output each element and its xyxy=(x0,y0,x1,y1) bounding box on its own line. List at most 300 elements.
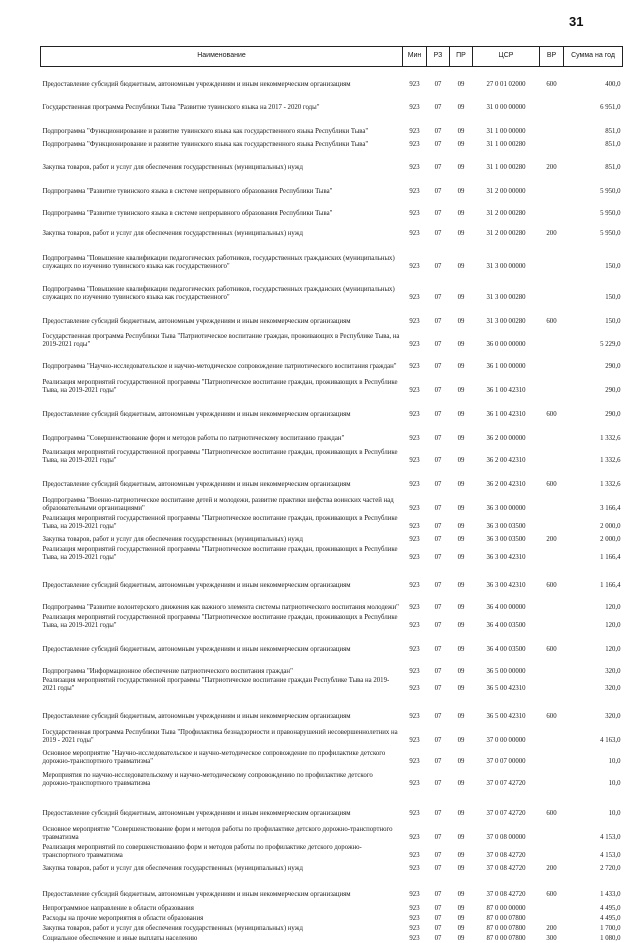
row-vr xyxy=(540,613,564,630)
row-min: 923 xyxy=(409,712,420,720)
row-sum: 6 951,0 xyxy=(600,104,621,112)
row-csr: 37 0 08 42720 xyxy=(486,851,526,859)
row-vr xyxy=(540,676,564,693)
table-row xyxy=(41,150,623,173)
row-min: 923 xyxy=(409,833,420,841)
row-name: Реализация мероприятий государственной программы "Патриотическое воспитание граждан, проживающих в Республике Тыва, на 2019-2021 годы" xyxy=(42,546,398,562)
row-sum: 851,0 xyxy=(605,128,621,136)
row-name: Непрограммное направление в области образования xyxy=(42,904,194,912)
row-rz: 07 xyxy=(434,263,442,271)
row-min: 923 xyxy=(409,536,420,544)
row-csr: 31 3 00 00000 xyxy=(486,263,526,271)
row-pr: 09 xyxy=(457,736,465,744)
row-name: Подпрограмма "Развитие тувинского языка в системе непрерывного образования Республики Тыва" xyxy=(42,210,333,218)
table-row xyxy=(41,219,623,239)
row-pr: 09 xyxy=(457,864,465,872)
row-csr: 37 0 07 42720 xyxy=(486,779,526,787)
row-sum: 150,0 xyxy=(605,263,621,271)
row-min: 923 xyxy=(409,505,420,513)
row-vr xyxy=(540,842,564,860)
row-sum: 4 495,0 xyxy=(600,904,621,912)
row-vr xyxy=(540,239,564,272)
row-pr: 09 xyxy=(457,481,465,489)
row-sum: 1 080,0 xyxy=(600,934,621,942)
row-name: Мероприятия по научно-исследовательскому и научно-методическому сопровождению по профилактике детского дорожно-транспортного травматизма xyxy=(42,771,373,787)
row-vr: 200 xyxy=(546,864,557,872)
table-row xyxy=(41,396,623,420)
row-min: 923 xyxy=(409,904,420,912)
row-rz: 07 xyxy=(434,712,442,720)
table-row xyxy=(41,913,623,923)
row-vr xyxy=(540,545,564,563)
row-csr: 36 5 00 00000 xyxy=(486,667,526,675)
row-min: 923 xyxy=(409,341,420,349)
row-pr: 09 xyxy=(457,128,465,136)
row-vr: 600 xyxy=(546,411,557,419)
row-csr: 36 4 00 00000 xyxy=(486,604,526,612)
table-row xyxy=(41,350,623,372)
table-row xyxy=(41,239,623,272)
row-name: Подпрограмма "Повышение квалификации педагогических работников, государственных гражданских (муниципальных) служащих по изучению тувинского языка как государственного" xyxy=(42,255,395,271)
row-name: Предоставление субсидий бюджетным, автономным учреждениям и иным некоммерческим организациям xyxy=(42,411,351,419)
table-row xyxy=(41,137,623,150)
table-row xyxy=(41,90,623,113)
row-csr: 36 2 00 00000 xyxy=(486,435,526,443)
column-header-vr: ВР xyxy=(540,47,564,67)
row-csr: 36 1 00 42310 xyxy=(486,411,526,419)
row-rz: 07 xyxy=(434,904,442,912)
row-name: Расходы на прочие мероприятия в области образования xyxy=(42,914,204,922)
row-sum: 851,0 xyxy=(605,141,621,149)
row-sum: 5 950,0 xyxy=(600,210,621,218)
row-name: Подпрограмма "Функционирование и развитие тувинского языка как государственного языка Республики Тыва" xyxy=(42,141,369,149)
row-min: 923 xyxy=(409,141,420,149)
row-name: Закупка товаров, работ и услуг для обеспечения государственных (муниципальных) нужд xyxy=(42,924,303,932)
row-rz: 07 xyxy=(434,188,442,196)
row-pr: 09 xyxy=(457,757,465,765)
row-csr: 36 3 00 03500 xyxy=(486,523,526,531)
page-number: 31 xyxy=(569,14,584,29)
row-csr: 36 4 00 03500 xyxy=(486,645,526,653)
row-min: 923 xyxy=(409,604,420,612)
row-pr: 09 xyxy=(457,604,465,612)
row-min: 923 xyxy=(409,914,420,922)
table-row xyxy=(41,676,623,693)
row-sum: 5 950,0 xyxy=(600,230,621,238)
row-rz: 07 xyxy=(434,81,442,89)
table-row xyxy=(41,613,623,630)
row-pr: 09 xyxy=(457,890,465,898)
row-sum: 1 166,4 xyxy=(600,554,621,562)
row-vr: 300 xyxy=(546,934,557,942)
row-name: Подпрограмма "Научно-исследовательское и научно-методическое сопровождение патриотического воспитания граждан" xyxy=(42,363,397,371)
row-min: 923 xyxy=(409,164,420,172)
row-rz: 07 xyxy=(434,505,442,513)
row-sum: 1 700,0 xyxy=(600,924,621,932)
row-min: 923 xyxy=(409,411,420,419)
row-pr: 09 xyxy=(457,188,465,196)
row-name: Предоставление субсидий бюджетным, автономным учреждениям и иным некоммерческим организациям xyxy=(42,81,351,89)
row-pr: 09 xyxy=(457,904,465,912)
row-csr: 37 0 07 42720 xyxy=(486,809,526,817)
row-rz: 07 xyxy=(434,667,442,675)
row-min: 923 xyxy=(409,684,420,692)
row-vr xyxy=(540,327,564,350)
row-csr: 37 0 08 00000 xyxy=(486,833,526,841)
column-header-csr: ЦСР xyxy=(473,47,540,67)
row-min: 923 xyxy=(409,81,420,89)
table-row xyxy=(41,721,623,745)
row-name: Основное мероприятие "Совершенствование форм и методов работы по профилактике детского дорожно-транспортного травматизма xyxy=(42,825,393,841)
table-row xyxy=(41,532,623,545)
row-pr: 09 xyxy=(457,505,465,513)
row-min: 923 xyxy=(409,924,420,932)
row-min: 923 xyxy=(409,523,420,531)
row-sum: 1 332,6 xyxy=(600,457,621,465)
row-sum: 5 950,0 xyxy=(600,188,621,196)
row-sum: 2 000,0 xyxy=(600,523,621,531)
row-vr xyxy=(540,272,564,303)
row-csr: 36 5 00 42310 xyxy=(486,712,526,720)
row-pr: 09 xyxy=(457,263,465,271)
table-row xyxy=(41,842,623,860)
row-vr xyxy=(540,173,564,197)
row-sum: 320,0 xyxy=(605,667,621,675)
row-name: Государственная программа Республики Тыва "Профилактика безнадзорности и правонарушений несовершеннолетних на 2019 - 2021 годы" xyxy=(42,728,398,744)
row-sum: 3 166,4 xyxy=(600,505,621,513)
row-sum: 1 433,0 xyxy=(600,890,621,898)
row-pr: 09 xyxy=(457,934,465,942)
row-sum: 400,0 xyxy=(605,81,621,89)
row-pr: 09 xyxy=(457,833,465,841)
row-vr: 600 xyxy=(546,712,557,720)
row-csr: 31 2 00 00280 xyxy=(486,230,526,238)
row-rz: 07 xyxy=(434,230,442,238)
table-row xyxy=(41,327,623,350)
row-csr: 36 3 00 42310 xyxy=(486,554,526,562)
row-vr xyxy=(540,420,564,444)
row-vr xyxy=(540,745,564,766)
row-rz: 07 xyxy=(434,914,442,922)
row-vr xyxy=(540,766,564,788)
row-csr: 37 0 07 00000 xyxy=(486,757,526,765)
row-sum: 290,0 xyxy=(605,387,621,395)
row-csr: 87 0 00 07800 xyxy=(486,924,526,932)
row-vr: 600 xyxy=(546,890,557,898)
budget-table xyxy=(40,46,623,943)
row-sum: 290,0 xyxy=(605,363,621,371)
row-min: 923 xyxy=(409,890,420,898)
row-csr: 31 1 00 00280 xyxy=(486,141,526,149)
row-sum: 320,0 xyxy=(605,684,621,692)
row-pr: 09 xyxy=(457,582,465,590)
row-rz: 07 xyxy=(434,554,442,562)
row-vr: 600 xyxy=(546,582,557,590)
row-min: 923 xyxy=(409,582,420,590)
row-rz: 07 xyxy=(434,104,442,112)
row-min: 923 xyxy=(409,554,420,562)
row-pr: 09 xyxy=(457,914,465,922)
row-csr: 36 1 00 00000 xyxy=(486,363,526,371)
row-rz: 07 xyxy=(434,457,442,465)
row-pr: 09 xyxy=(457,435,465,443)
row-sum: 150,0 xyxy=(605,294,621,302)
table-row xyxy=(41,372,623,396)
table-row xyxy=(41,490,623,514)
row-sum: 1 332,6 xyxy=(600,435,621,443)
row-pr: 09 xyxy=(457,667,465,675)
row-pr: 09 xyxy=(457,411,465,419)
row-min: 923 xyxy=(409,779,420,787)
row-sum: 120,0 xyxy=(605,645,621,653)
table-row xyxy=(41,591,623,613)
row-rz: 07 xyxy=(434,318,442,326)
row-pr: 09 xyxy=(457,924,465,932)
row-csr: 31 3 00 00280 xyxy=(486,318,526,326)
row-sum: 290,0 xyxy=(605,411,621,419)
row-sum: 2 000,0 xyxy=(600,536,621,544)
row-min: 923 xyxy=(409,230,420,238)
row-rz: 07 xyxy=(434,645,442,653)
row-rz: 07 xyxy=(434,736,442,744)
row-csr: 36 1 00 42310 xyxy=(486,387,526,395)
row-csr: 37 0 00 00000 xyxy=(486,736,526,744)
row-name: Подпрограмма "Информационное обеспечение патриотического воспитания граждан" xyxy=(42,667,293,675)
row-pr: 09 xyxy=(457,621,465,629)
row-csr: 36 3 00 03500 xyxy=(486,536,526,544)
row-csr: 31 3 00 00280 xyxy=(486,294,526,302)
row-csr: 36 2 00 42310 xyxy=(486,457,526,465)
row-min: 923 xyxy=(409,318,420,326)
table-row xyxy=(41,173,623,197)
row-sum: 4 153,0 xyxy=(600,833,621,841)
row-csr: 37 0 08 42720 xyxy=(486,864,526,872)
row-vr xyxy=(540,591,564,613)
row-rz: 07 xyxy=(434,851,442,859)
row-csr: 31 1 00 00280 xyxy=(486,164,526,172)
row-name: Подпрограмма "Развитие волонтерского движения как важного элемента системы патриотического воспитания молодежи" xyxy=(42,604,399,612)
table-row xyxy=(41,113,623,137)
table-row xyxy=(41,788,623,818)
row-rz: 07 xyxy=(434,757,442,765)
row-rz: 07 xyxy=(434,536,442,544)
row-min: 923 xyxy=(409,188,420,196)
row-rz: 07 xyxy=(434,435,442,443)
row-rz: 07 xyxy=(434,141,442,149)
row-min: 923 xyxy=(409,263,420,271)
row-vr xyxy=(540,514,564,532)
table-row xyxy=(41,545,623,563)
row-sum: 10,0 xyxy=(608,809,621,817)
table-row xyxy=(41,420,623,444)
row-vr xyxy=(540,372,564,396)
row-sum: 120,0 xyxy=(605,604,621,612)
row-sum: 4 153,0 xyxy=(600,851,621,859)
table-row xyxy=(41,899,623,913)
row-vr: 600 xyxy=(546,481,557,489)
row-min: 923 xyxy=(409,481,420,489)
row-min: 923 xyxy=(409,210,420,218)
row-name: Основное мероприятие "Научно-исследовательское и научно-методическое сопровождение по профилактике детского дорожно-транспортного травматизма" xyxy=(42,749,386,765)
row-vr xyxy=(540,899,564,913)
row-rz: 07 xyxy=(434,934,442,942)
column-header-rz: РЗ xyxy=(427,47,450,67)
row-min: 923 xyxy=(409,809,420,817)
row-csr: 36 5 00 42310 xyxy=(486,684,526,692)
row-pr: 09 xyxy=(457,645,465,653)
row-name: Реализация мероприятий государственной программы "Патриотическое воспитание граждан, проживающих в Республике Тыва, на 2019-2021 годы" xyxy=(42,379,398,395)
row-name: Реализация мероприятий по совершенствованию форм и методов работы по профилактике детского дорожно-транспортного травматизма xyxy=(42,843,362,859)
row-pr: 09 xyxy=(457,684,465,692)
table-row xyxy=(41,818,623,842)
row-name: Государственная программа Республики Тыва "Развитие тувинского языка на 2017 - 2020 годы" xyxy=(42,104,320,112)
row-vr xyxy=(540,197,564,219)
row-min: 923 xyxy=(409,387,420,395)
row-name: Подпрограмма "Военно-патриотическое воспитание детей и молодежи, развитие практики шефства воинских частей над образовательными организациями" xyxy=(42,497,394,513)
row-rz: 07 xyxy=(434,387,442,395)
row-csr: 31 2 00 00280 xyxy=(486,210,526,218)
row-pr: 09 xyxy=(457,230,465,238)
row-name: Предоставление субсидий бюджетным, автономным учреждениям и иным некоммерческим организациям xyxy=(42,809,351,817)
row-vr: 600 xyxy=(546,809,557,817)
row-vr xyxy=(540,137,564,150)
row-csr: 87 0 00 00000 xyxy=(486,904,526,912)
row-min: 923 xyxy=(409,736,420,744)
row-vr xyxy=(540,90,564,113)
row-name: Закупка товаров, работ и услуг для обеспечения государственных (муниципальных) нужд xyxy=(42,864,303,872)
row-rz: 07 xyxy=(434,128,442,136)
row-rz: 07 xyxy=(434,164,442,172)
row-vr xyxy=(540,444,564,466)
row-pr: 09 xyxy=(457,554,465,562)
row-sum: 10,0 xyxy=(608,779,621,787)
row-pr: 09 xyxy=(457,712,465,720)
row-rz: 07 xyxy=(434,779,442,787)
row-pr: 09 xyxy=(457,457,465,465)
row-sum: 1 166,4 xyxy=(600,582,621,590)
row-min: 923 xyxy=(409,435,420,443)
row-name: Реализация мероприятий государственной программы "Патриотическое воспитание граждан Республике Тыва на 2019-2021 годы" xyxy=(42,676,390,692)
row-csr: 87 0 00 07800 xyxy=(486,914,526,922)
row-min: 923 xyxy=(409,104,420,112)
row-csr: 36 3 00 00000 xyxy=(486,505,526,513)
row-rz: 07 xyxy=(434,481,442,489)
row-min: 923 xyxy=(409,294,420,302)
table-row xyxy=(41,272,623,303)
row-pr: 09 xyxy=(457,809,465,817)
row-csr: 36 4 00 03500 xyxy=(486,621,526,629)
row-csr: 31 2 00 00000 xyxy=(486,188,526,196)
row-pr: 09 xyxy=(457,779,465,787)
table-body xyxy=(41,67,623,943)
row-csr: 31 0 00 00000 xyxy=(486,104,526,112)
row-name: Социальное обеспечение и иные выплаты населению xyxy=(42,934,198,942)
row-rz: 07 xyxy=(434,833,442,841)
row-sum: 120,0 xyxy=(605,621,621,629)
row-pr: 09 xyxy=(457,164,465,172)
row-min: 923 xyxy=(409,128,420,136)
row-min: 923 xyxy=(409,621,420,629)
row-name: Предоставление субсидий бюджетным, автономным учреждениям и иным некоммерческим организациям xyxy=(42,582,351,590)
table-row xyxy=(41,197,623,219)
column-header-sum: Сумма на год xyxy=(564,47,623,67)
row-rz: 07 xyxy=(434,341,442,349)
table-row xyxy=(41,514,623,532)
table-row xyxy=(41,933,623,943)
row-vr xyxy=(540,654,564,676)
row-min: 923 xyxy=(409,645,420,653)
row-vr xyxy=(540,913,564,923)
row-sum: 4 163,0 xyxy=(600,736,621,744)
row-rz: 07 xyxy=(434,210,442,218)
row-name: Предоставление субсидий бюджетным, автономным учреждениям и иным некоммерческим организациям xyxy=(42,645,351,653)
row-vr xyxy=(540,721,564,745)
table-row xyxy=(41,693,623,721)
row-rz: 07 xyxy=(434,363,442,371)
row-rz: 07 xyxy=(434,864,442,872)
table-row xyxy=(41,873,623,899)
row-vr: 200 xyxy=(546,536,557,544)
row-name: Реализация мероприятий государственной программы "Патриотическое воспитание граждан, проживающих в Республике Тыва, на 2019-2021 годы" xyxy=(42,449,398,465)
table-row xyxy=(41,766,623,788)
table-row xyxy=(41,654,623,676)
row-csr: 36 2 00 42310 xyxy=(486,481,526,489)
row-csr: 27 0 01 02000 xyxy=(486,81,526,89)
row-min: 923 xyxy=(409,864,420,872)
row-vr: 200 xyxy=(546,924,557,932)
row-vr: 600 xyxy=(546,81,557,89)
row-sum: 1 332,6 xyxy=(600,481,621,489)
row-pr: 09 xyxy=(457,363,465,371)
row-min: 923 xyxy=(409,363,420,371)
row-name: Закупка товаров, работ и услуг для обеспечения государственных (муниципальных) нужд xyxy=(42,230,303,238)
table-header-row xyxy=(41,47,623,67)
row-name: Подпрограмма "Повышение квалификации педагогических работников, государственных гражданских (муниципальных) служащих по изучению тувинского языка как государственного" xyxy=(42,286,395,302)
row-rz: 07 xyxy=(434,294,442,302)
row-name: Реализация мероприятий государственной программы "Патриотическое воспитание граждан, проживающих в Республике Тыва, на 2019-2021 годы" xyxy=(42,515,398,531)
row-name: Подпрограмма "Функционирование и развитие тувинского языка как государственного языка Республики Тыва" xyxy=(42,128,369,136)
row-csr: 87 0 00 07800 xyxy=(486,934,526,942)
row-sum: 4 495,0 xyxy=(600,914,621,922)
table-row xyxy=(41,860,623,873)
row-sum: 851,0 xyxy=(605,164,621,172)
row-rz: 07 xyxy=(434,621,442,629)
row-pr: 09 xyxy=(457,387,465,395)
table-row xyxy=(41,67,623,90)
table-row xyxy=(41,923,623,933)
table-row xyxy=(41,563,623,591)
row-pr: 09 xyxy=(457,536,465,544)
row-rz: 07 xyxy=(434,924,442,932)
row-name: Предоставление субсидий бюджетным, автономным учреждениям и иным некоммерческим организациям xyxy=(42,712,351,720)
column-header-min: Мин xyxy=(403,47,427,67)
row-pr: 09 xyxy=(457,851,465,859)
row-name: Закупка товаров, работ и услуг для обеспечения государственных (муниципальных) нужд xyxy=(42,164,303,172)
row-name: Подпрограмма "Совершенствование форм и методов работы по патриотическому воспитанию граждан" xyxy=(42,435,345,443)
row-name: Предоставление субсидий бюджетным, автономным учреждениям и иным некоммерческим организациям xyxy=(42,318,351,326)
row-min: 923 xyxy=(409,457,420,465)
row-sum: 150,0 xyxy=(605,318,621,326)
row-csr: 31 1 00 00000 xyxy=(486,128,526,136)
row-name: Государственная программа Республики Тыва "Патриотическое воспитание граждан, проживающих в Республике Тыва, на 2019-2021 годы" xyxy=(42,333,400,349)
row-rz: 07 xyxy=(434,604,442,612)
row-pr: 09 xyxy=(457,523,465,531)
table-row xyxy=(41,303,623,327)
row-min: 923 xyxy=(409,757,420,765)
table-row xyxy=(41,630,623,654)
row-csr: 37 0 08 42720 xyxy=(486,890,526,898)
row-sum: 320,0 xyxy=(605,712,621,720)
